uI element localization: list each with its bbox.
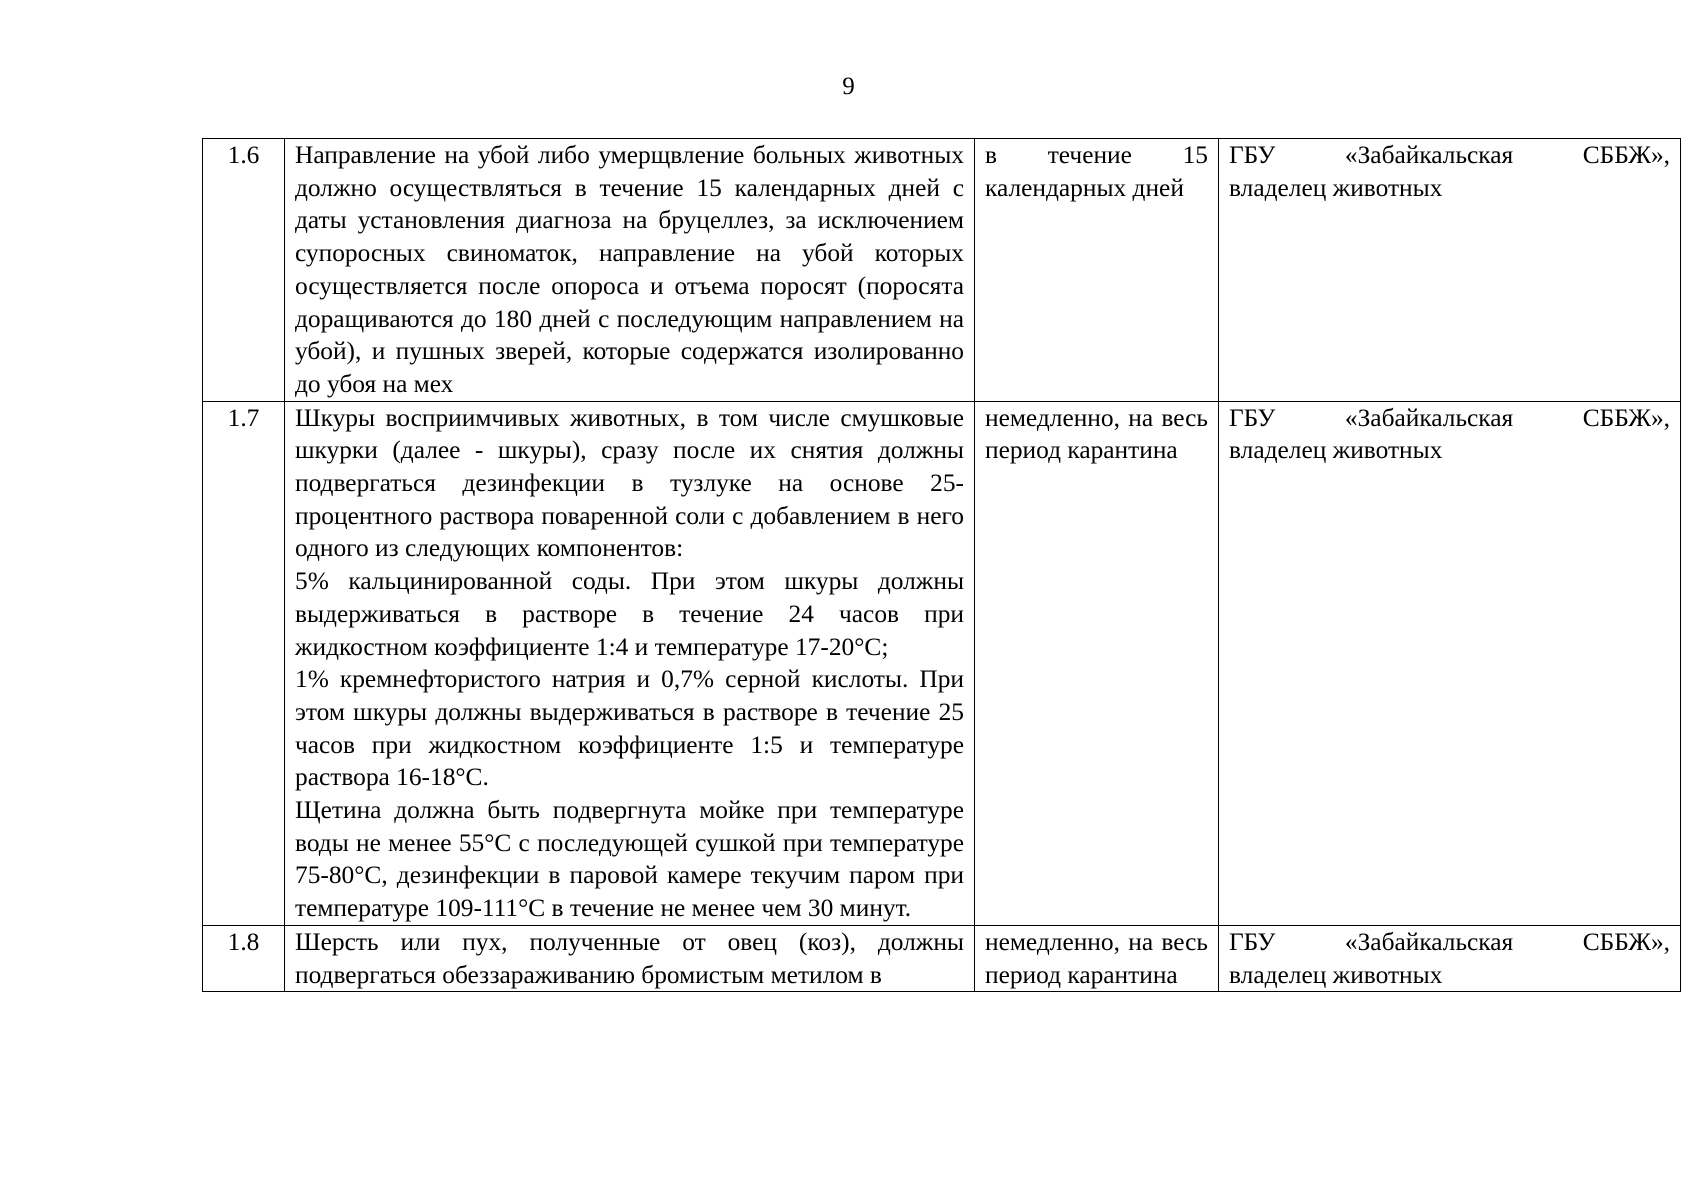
measure-responsible [1219, 401, 1681, 925]
row-number: 1.6 [203, 139, 285, 402]
responsible-organization: ГБУ «Забайкальская СББЖ», [1229, 927, 1670, 956]
measure-responsible [1219, 139, 1681, 402]
measures-table [202, 138, 1681, 992]
table-row [203, 139, 1681, 402]
measure-paragraph: Шерсть или пух, полученные от овец (коз), должны подвергаться обеззараживанию бромистым метилом в [295, 927, 964, 989]
measure-term: немедленно, на весь период карантина [975, 925, 1219, 991]
page-number: 9 [842, 73, 855, 100]
responsible-organization: ГБУ «Забайкальская СББЖ», [1229, 403, 1670, 432]
measure-paragraph: Направление на убой либо умерщвление больных животных должно осуществляться в течение 15 календарных дней с даты установления диагноза на бруцеллез, за исключением супоросных свиноматок, направление на убой которых осуществляется после опороса и отъема поросят (поросята доращиваются до 180 дней с последующим направлением на убой), и пушных зверей, которые содержатся изолированно до убоя на мех [295, 141, 964, 398]
responsible-owner: владелец животных [1229, 436, 1443, 465]
responsible-owner: владелец животных [1229, 173, 1443, 202]
table-row [203, 401, 1681, 925]
row-number: 1.7 [203, 401, 285, 925]
measure-description [285, 401, 975, 925]
table-row [203, 925, 1681, 991]
measure-description [285, 139, 975, 402]
measure-responsible [1219, 925, 1681, 991]
responsible-owner: владелец животных [1229, 960, 1443, 989]
responsible-organization: ГБУ «Забайкальская СББЖ», [1229, 141, 1670, 169]
measure-paragraph: Щетина должна быть подвергнута мойке при температуре воды не менее 55°С с последующей сушкой при температуре 75-80°С, дезинфекции в паровой камере текучим паром при температуре 109-111°С в течение не менее чем 30 минут. [295, 796, 964, 923]
measure-term: немедленно, на весь период карантина [975, 401, 1219, 925]
measure-paragraph: 1% кремнефтористого натрия и 0,7% серной кислоты. При этом шкуры должны выдерживаться в растворе в течение 25 часов при жидкостном коэффициенте 1:5 и температуре раствора 16-18°С. [295, 665, 964, 792]
row-number: 1.8 [203, 925, 285, 991]
measure-description [285, 925, 975, 991]
measure-term: в течение 15 календарных дней [975, 139, 1219, 402]
measure-paragraph: Шкуры восприимчивых животных, в том числе смушковые шкурки (далее - шкуры), сразу после их снятия должны подвергаться дезинфекции в тузлуке на основе 25-процентного раствора поваренной соли с добавлением в него одного из следующих компонентов: [295, 403, 964, 563]
measure-paragraph: 5% кальцинированной соды. При этом шкуры должны выдерживаться в растворе в течение 24 часов при жидкостном коэффициенте 1:4 и температуре 17-20°С; [295, 567, 964, 661]
